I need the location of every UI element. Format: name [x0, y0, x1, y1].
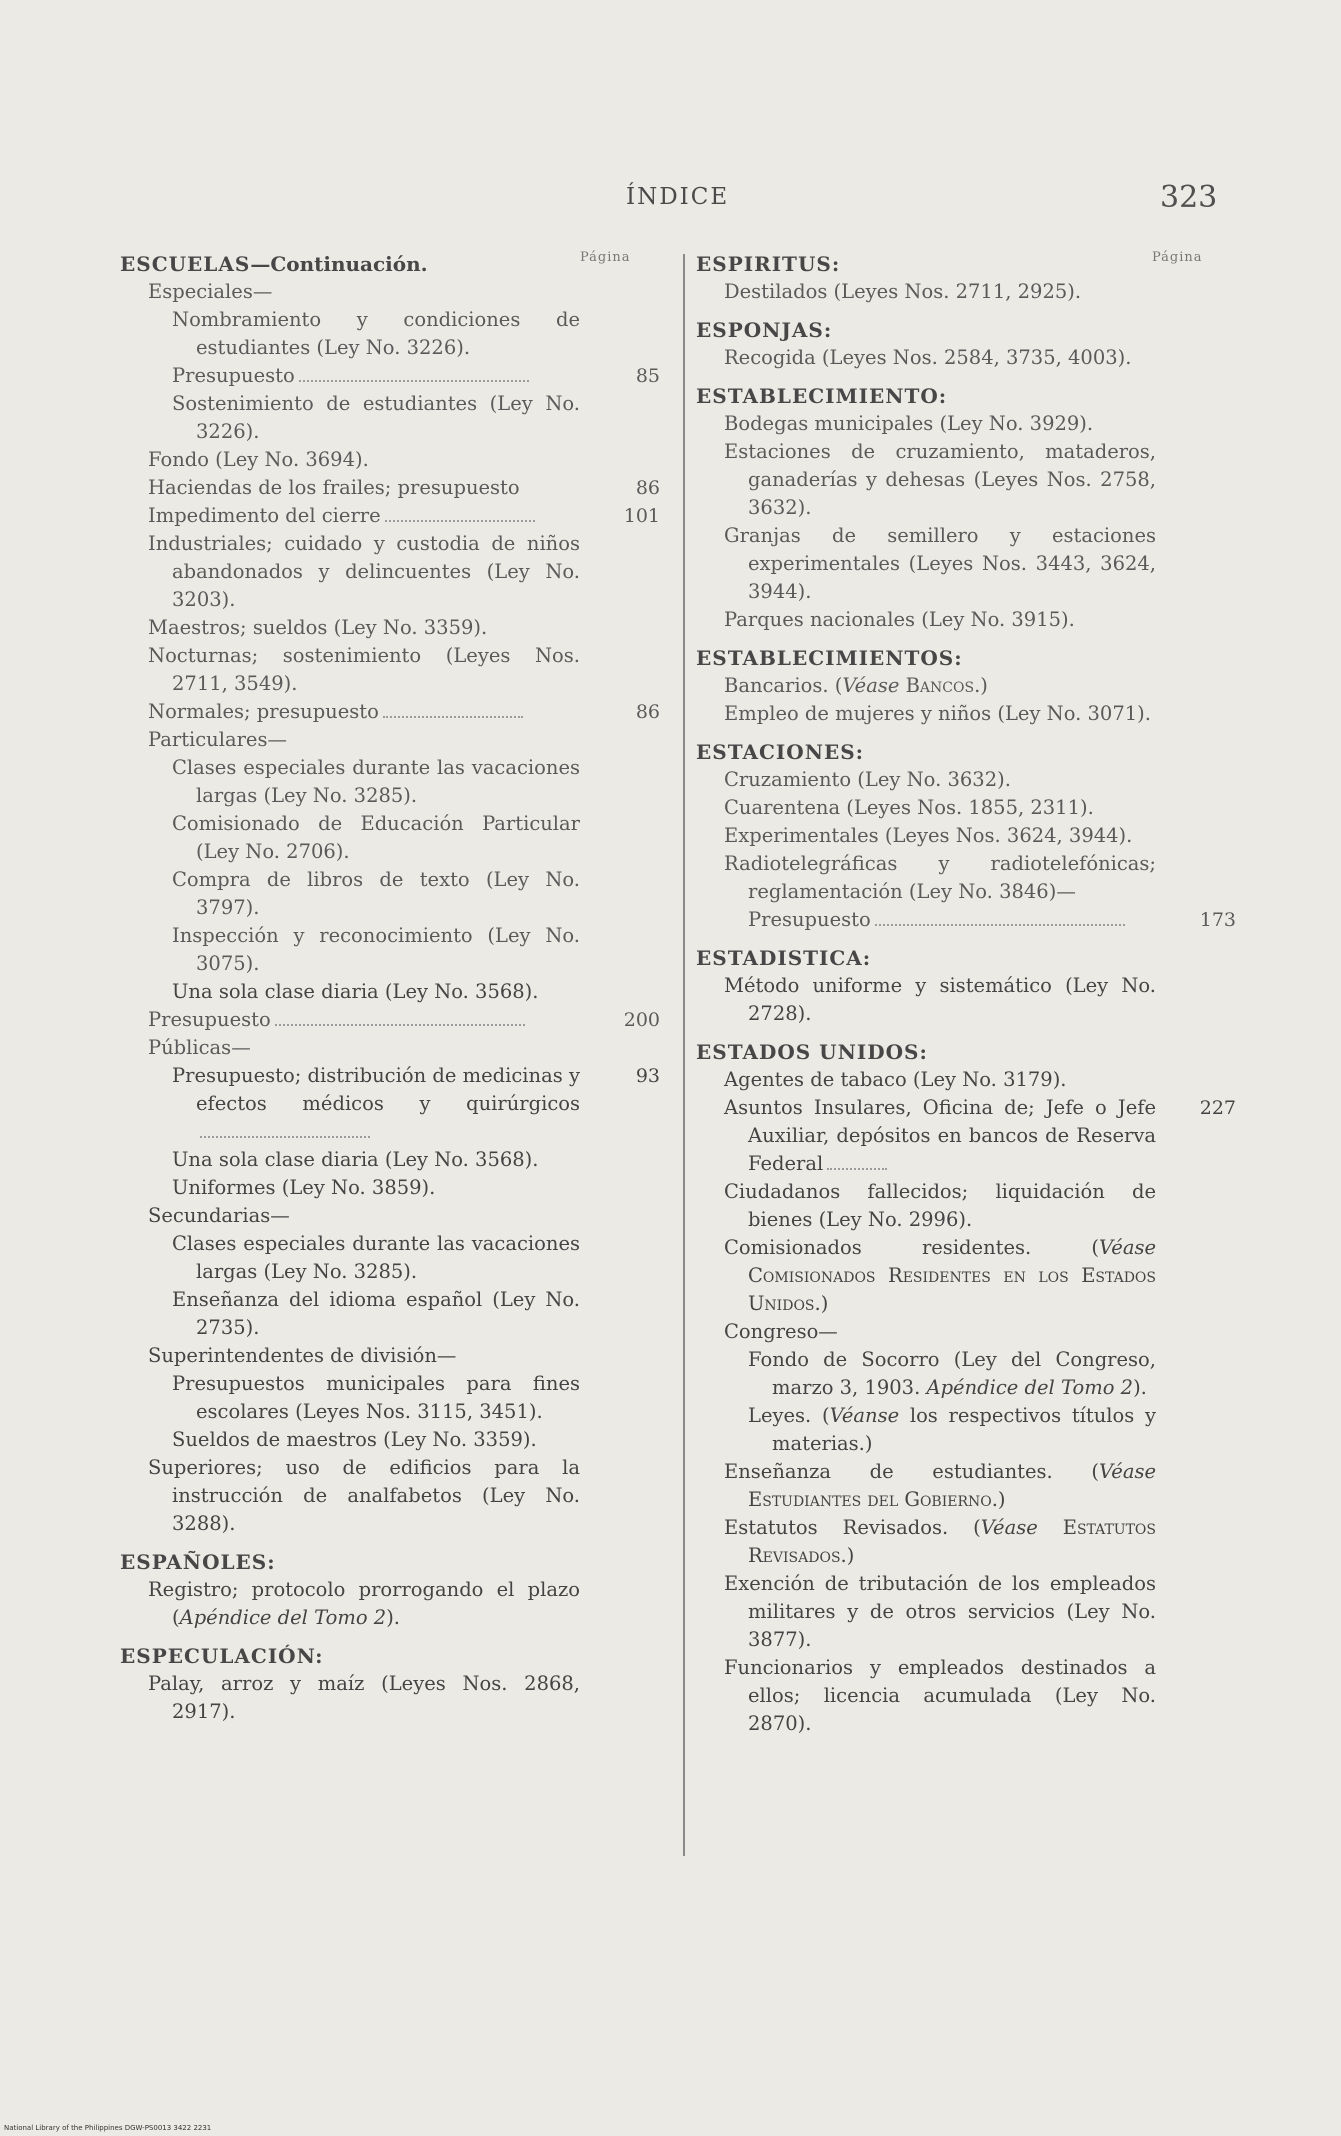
- index-entry: Uniformes (Ley No. 3859).: [172, 1176, 436, 1199]
- index-entry: Una sola clase diaria (Ley No. 3568).: [172, 1148, 539, 1171]
- right-column: [696, 250, 1236, 1738]
- heading-text: ESCUELAS: [120, 252, 251, 276]
- index-entry: Cruzamiento (Ley No. 3632).: [724, 768, 1011, 791]
- page-ref: 173: [1199, 909, 1236, 931]
- index-entry: Enseñanza de estudiantes. (Véase Estudiantes del Gobierno.): [724, 1460, 1156, 1511]
- heading-especulacion: ESPECULACIÓN:: [120, 1644, 324, 1668]
- index-subheading: Públicas—: [148, 1036, 251, 1059]
- index-entry: Recogida (Leyes Nos. 2584, 3735, 4003).: [724, 346, 1132, 369]
- index-entry: Comisionado de Educación Particular (Ley No. 2706).: [172, 812, 580, 863]
- index-entry: Presupuesto 173: [696, 906, 1236, 934]
- index-entry: Estaciones de cruzamiento, mataderos, ganaderías y dehesas (Leyes Nos. 2758, 3632).: [724, 440, 1156, 519]
- pagina-label: Página: [580, 250, 631, 265]
- index-subheading: Superintendentes de división—: [148, 1344, 457, 1367]
- index-subheading: Congreso—: [724, 1320, 838, 1343]
- index-entry: Industriales; cuidado y custodia de niños abandonados y delincuentes (Ley No. 3203).: [148, 532, 580, 611]
- page-ref: 93: [635, 1065, 660, 1087]
- index-entry: Superiores; uso de edificios para la instrucción de analfabetos (Ley No. 3288).: [148, 1456, 580, 1535]
- index-entry: Presupuesto 200: [120, 1006, 660, 1034]
- entry-estaciones: [696, 738, 1236, 934]
- heading-continuation: —Continuación.: [250, 252, 428, 276]
- index-entry: Registro; protocolo prorrogando el plazo (Apéndice del Tomo 2).: [148, 1578, 580, 1629]
- scan-footer: National Library of the Philippines DGW-PS0013 3422 2231: [4, 2124, 212, 2132]
- heading-establecimientos: ESTABLECIMIENTOS:: [696, 646, 963, 670]
- index-entry: Nocturnas; sostenimiento (Leyes Nos. 2711, 3549).: [148, 644, 580, 695]
- page-number: 323: [1160, 180, 1218, 215]
- index-subheading: Particulares—: [148, 728, 287, 751]
- index-subheading: Secundarias—: [148, 1204, 290, 1227]
- running-head-title: ÍNDICE: [626, 184, 730, 210]
- index-entry: Exención de tributación de los empleados militares y de otros servicios (Ley No. 3877).: [724, 1572, 1156, 1651]
- page-ref: 200: [623, 1009, 660, 1031]
- pagina-label: Página: [1152, 250, 1203, 265]
- index-entry: Comisionados residentes. (Véase Comisionados Residentes en los Estados Unidos.): [724, 1236, 1156, 1315]
- entry-estadistica: [696, 944, 1236, 1028]
- index-entry: Maestros; sueldos (Ley No. 3359).: [148, 616, 488, 639]
- index-entry: Cuarentena (Leyes Nos. 1855, 2311).: [724, 796, 1094, 819]
- index-entry: Presupuesto 85: [120, 362, 660, 390]
- index-entry: Sostenimiento de estudiantes (Ley No. 3226).: [172, 392, 580, 443]
- index-entry: Experimentales (Leyes Nos. 3624, 3944).: [724, 824, 1133, 847]
- entry-especulacion: [120, 1642, 660, 1726]
- page-ref: 227: [1199, 1097, 1236, 1119]
- index-entry: Método uniforme y sistemático (Ley No. 2728).: [724, 974, 1156, 1025]
- column-divider: [683, 254, 685, 1856]
- heading-estaciones: ESTACIONES:: [696, 740, 865, 764]
- index-entry: Presupuestos municipales para fines escolares (Leyes Nos. 3115, 3451).: [172, 1372, 580, 1423]
- entry-esponjas: [696, 316, 1236, 372]
- heading-estadistica: ESTADISTICA:: [696, 946, 872, 970]
- heading-espanoles: ESPAÑOLES:: [120, 1550, 276, 1574]
- heading-escuelas: [120, 250, 660, 278]
- index-entry: Fondo de Socorro (Ley del Congreso, marzo 3, 1903. Apéndice del Tomo 2).: [748, 1348, 1156, 1399]
- page-ref: 86: [635, 477, 660, 499]
- index-entry: Haciendas de los frailes; presupuesto 86: [120, 474, 660, 502]
- index-entry: Radiotelegráficas y radiotelefónicas; reglamentación (Ley No. 3846)—: [724, 852, 1156, 903]
- page-ref: 86: [635, 701, 660, 723]
- index-entry: Asuntos Insulares, Oficina de; Jefe o Jefe Auxiliar, depósitos en bancos de Reserva Federal 227: [724, 1096, 1236, 1175]
- index-entry: Palay, arroz y maíz (Leyes Nos. 2868, 2917).: [148, 1672, 580, 1723]
- entry-espanoles: [120, 1548, 660, 1632]
- index-entry: Una sola clase diaria (Ley No. 3568).: [172, 980, 539, 1003]
- entry-escuelas: [120, 250, 660, 1538]
- index-entry: Fondo (Ley No. 3694).: [148, 448, 369, 471]
- index-entry: Enseñanza del idioma español (Ley No. 2735).: [172, 1288, 580, 1339]
- index-entry: Impedimento del cierre 101: [120, 502, 660, 530]
- index-entry: Agentes de tabaco (Ley No. 3179).: [724, 1068, 1067, 1091]
- index-subheading: Especiales—: [148, 280, 273, 303]
- heading-esponjas: ESPONJAS:: [696, 318, 833, 342]
- page-ref: 101: [623, 505, 660, 527]
- index-entry: Sueldos de maestros (Ley No. 3359).: [172, 1428, 537, 1451]
- index-entry: Bancarios. (Véase Bancos.): [724, 674, 988, 697]
- index-entry: Inspección y reconocimiento (Ley No. 3075).: [172, 924, 580, 975]
- left-column: [120, 250, 660, 1726]
- index-entry: Ciudadanos fallecidos; liquidación de bienes (Ley No. 2996).: [724, 1180, 1156, 1231]
- index-entry: Parques nacionales (Ley No. 3915).: [724, 608, 1075, 631]
- entry-establecimiento: [696, 382, 1236, 634]
- index-entry: Funcionarios y empleados destinados a ellos; licencia acumulada (Ley No. 2870).: [724, 1656, 1156, 1735]
- index-entry: Presupuesto; distribución de medicinas y efectos médicos y quirúrgicos 93: [120, 1062, 660, 1146]
- index-entry: Clases especiales durante las vacaciones largas (Ley No. 3285).: [172, 1232, 580, 1283]
- index-entry: Granjas de semillero y estaciones experimentales (Leyes Nos. 3443, 3624, 3944).: [724, 524, 1156, 603]
- index-entry: Normales; presupuesto 86: [120, 698, 660, 726]
- index-entry: Nombramiento y condiciones de estudiantes (Ley No. 3226).: [172, 308, 580, 359]
- index-entry: Estatutos Revisados. (Véase Estatutos Revisados.): [724, 1516, 1156, 1567]
- heading-establecimiento: ESTABLECIMIENTO:: [696, 384, 948, 408]
- heading-espiritus: ESPIRITUS:: [696, 252, 841, 276]
- index-entry: Leyes. (Véanse los respectivos títulos y materias.): [748, 1404, 1156, 1455]
- index-entry: Empleo de mujeres y niños (Ley No. 3071).: [724, 702, 1151, 725]
- entry-establecimientos: [696, 644, 1236, 728]
- heading-estados-unidos: ESTADOS UNIDOS:: [696, 1040, 928, 1064]
- index-entry: Destilados (Leyes Nos. 2711, 2925).: [724, 280, 1082, 303]
- index-entry: Bodegas municipales (Ley No. 3929).: [724, 412, 1094, 435]
- entry-estados-unidos: [696, 1038, 1236, 1738]
- page-ref: 85: [635, 365, 660, 387]
- index-entry: Compra de libros de texto (Ley No. 3797).: [172, 868, 580, 919]
- index-entry: Clases especiales durante las vacaciones largas (Ley No. 3285).: [172, 756, 580, 807]
